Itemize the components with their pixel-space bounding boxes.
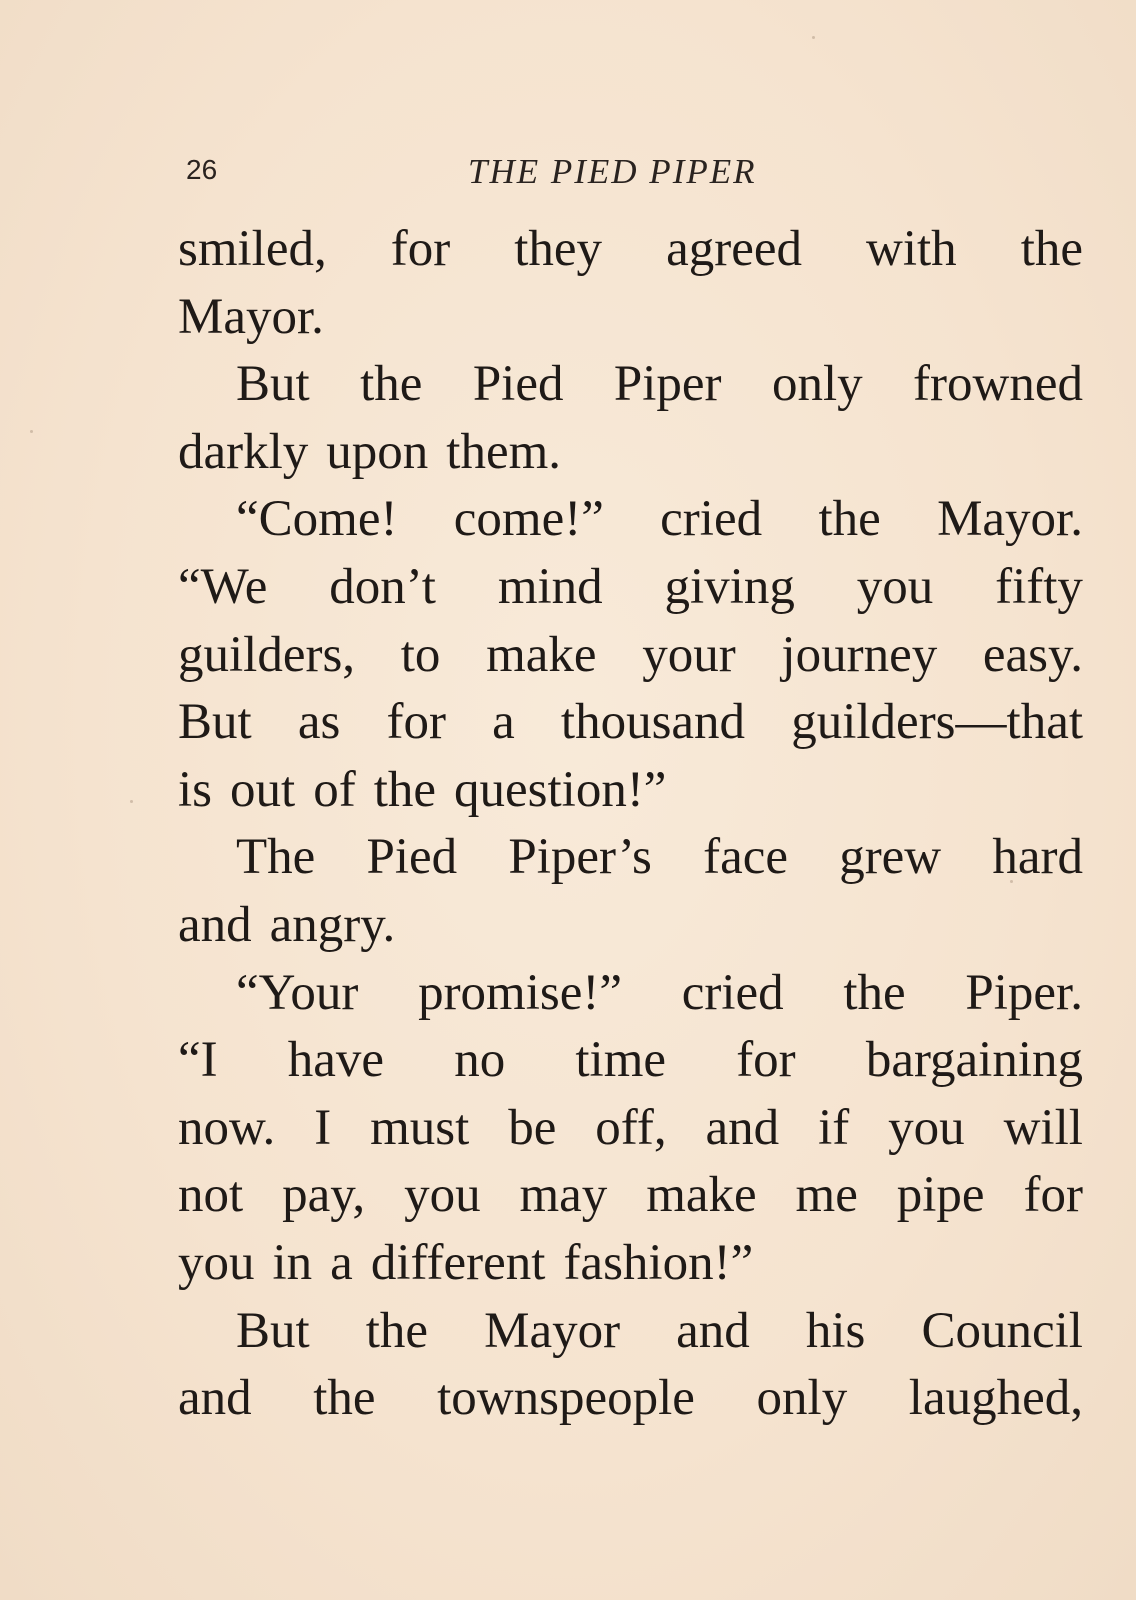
text-line — [178, 892, 1083, 960]
word: now. — [178, 1099, 276, 1156]
word: may — [519, 1167, 608, 1224]
word: promise!” — [418, 964, 622, 1021]
word: guilders—that — [791, 694, 1083, 751]
word: angry. — [269, 896, 396, 953]
word: out — [230, 761, 296, 818]
word: Pied — [472, 356, 564, 413]
word: Mayor. — [178, 288, 324, 345]
word: darkly — [178, 423, 309, 480]
text-line — [178, 1095, 1083, 1163]
word: upon — [326, 423, 429, 480]
word: off, — [595, 1099, 667, 1156]
word: question!” — [454, 761, 667, 818]
text-line — [178, 622, 1083, 690]
word: guilders, — [178, 626, 356, 683]
word: as — [297, 694, 341, 751]
text-line — [178, 419, 1083, 487]
word: journey — [781, 626, 938, 683]
word: you — [888, 1099, 965, 1156]
word: to — [400, 626, 441, 683]
word: make — [646, 1167, 757, 1224]
word: have — [287, 1032, 385, 1089]
word: the — [313, 1370, 376, 1427]
text-line — [178, 1162, 1083, 1230]
word: townspeople — [437, 1370, 695, 1427]
word: frowned — [913, 356, 1083, 413]
word: must — [370, 1099, 470, 1156]
word: laughed, — [908, 1370, 1083, 1427]
word: I — [314, 1099, 332, 1156]
word: Piper. — [965, 964, 1083, 1021]
text-line — [178, 757, 1083, 825]
paper-speck — [30, 430, 33, 433]
paper-speck — [130, 800, 133, 803]
word: the — [365, 1302, 429, 1359]
word: for — [386, 694, 446, 751]
word: your — [642, 626, 736, 683]
text-line — [178, 1027, 1083, 1095]
word: easy. — [982, 626, 1083, 683]
word: make — [486, 626, 597, 683]
word: cried — [681, 964, 784, 1021]
word: no — [454, 1032, 506, 1089]
word: if — [818, 1099, 850, 1156]
word: for — [390, 221, 451, 277]
text-line — [178, 486, 1083, 554]
word: and — [705, 1099, 780, 1156]
word: grew — [839, 829, 942, 886]
word: “Come! — [236, 491, 398, 548]
word: for — [1023, 1167, 1083, 1224]
page-number: 26 — [186, 154, 218, 185]
running-title: THE PIED PIPER — [468, 152, 757, 191]
word: “We — [178, 558, 268, 615]
word: smiled, — [178, 221, 327, 277]
word: the — [1020, 221, 1083, 277]
word: But — [236, 1302, 310, 1359]
word: Piper’s — [508, 829, 652, 886]
text-line — [178, 284, 1083, 352]
word: you — [856, 558, 934, 615]
text-line — [178, 824, 1083, 892]
word: in — [272, 1234, 313, 1291]
word: mind — [497, 558, 603, 615]
paper-speck — [812, 36, 815, 39]
word: and — [178, 896, 252, 953]
word: don’t — [329, 558, 436, 615]
word: But — [178, 694, 252, 751]
word: for — [736, 1032, 796, 1089]
word: and — [676, 1302, 750, 1359]
word: pipe — [896, 1167, 985, 1224]
text-line — [178, 1230, 1083, 1298]
word: hard — [992, 829, 1083, 886]
word: only — [756, 1370, 848, 1427]
word: the — [360, 356, 423, 413]
word: and — [178, 1370, 252, 1427]
word: me — [795, 1167, 858, 1224]
word: be — [508, 1099, 557, 1156]
word: will — [1003, 1099, 1083, 1156]
text-line — [178, 1365, 1083, 1433]
word: “Your — [236, 964, 359, 1021]
word: is — [178, 761, 213, 818]
word: you — [178, 1234, 255, 1291]
body-text — [178, 216, 1083, 1433]
word: you — [404, 1167, 481, 1224]
word: the — [843, 964, 906, 1021]
word: time — [575, 1032, 667, 1089]
word: The — [236, 829, 316, 886]
word: cried — [660, 491, 763, 548]
text-line — [178, 554, 1083, 622]
text-line — [178, 960, 1083, 1028]
word: them. — [446, 423, 562, 480]
word: pay, — [282, 1167, 366, 1224]
text-line — [178, 689, 1083, 757]
word: Piper — [613, 356, 722, 413]
word: agreed — [666, 221, 802, 277]
text-line — [178, 216, 1083, 284]
text-line — [178, 351, 1083, 419]
word: a — [330, 1234, 353, 1291]
word: Mayor — [484, 1302, 621, 1359]
word: a — [492, 694, 515, 751]
word: come!” — [453, 491, 604, 548]
word: the — [373, 761, 436, 818]
word: bargaining — [865, 1032, 1083, 1089]
word: they — [514, 221, 603, 277]
word: the — [818, 491, 881, 548]
word: of — [313, 761, 356, 818]
word: not — [178, 1167, 244, 1224]
word: his — [805, 1302, 866, 1359]
word: with — [866, 221, 957, 277]
word: only — [771, 356, 863, 413]
word: face — [703, 829, 788, 886]
word: Mayor. — [937, 491, 1083, 548]
word: fashion!” — [563, 1234, 754, 1291]
word: fifty — [995, 558, 1083, 615]
word: giving — [664, 558, 795, 615]
page-header — [186, 150, 826, 200]
word: Council — [921, 1302, 1083, 1359]
text-line — [178, 1298, 1083, 1366]
word: Pied — [366, 829, 458, 886]
word: different — [370, 1234, 546, 1291]
word: “I — [178, 1032, 218, 1089]
word: thousand — [560, 694, 746, 751]
word: But — [236, 356, 310, 413]
